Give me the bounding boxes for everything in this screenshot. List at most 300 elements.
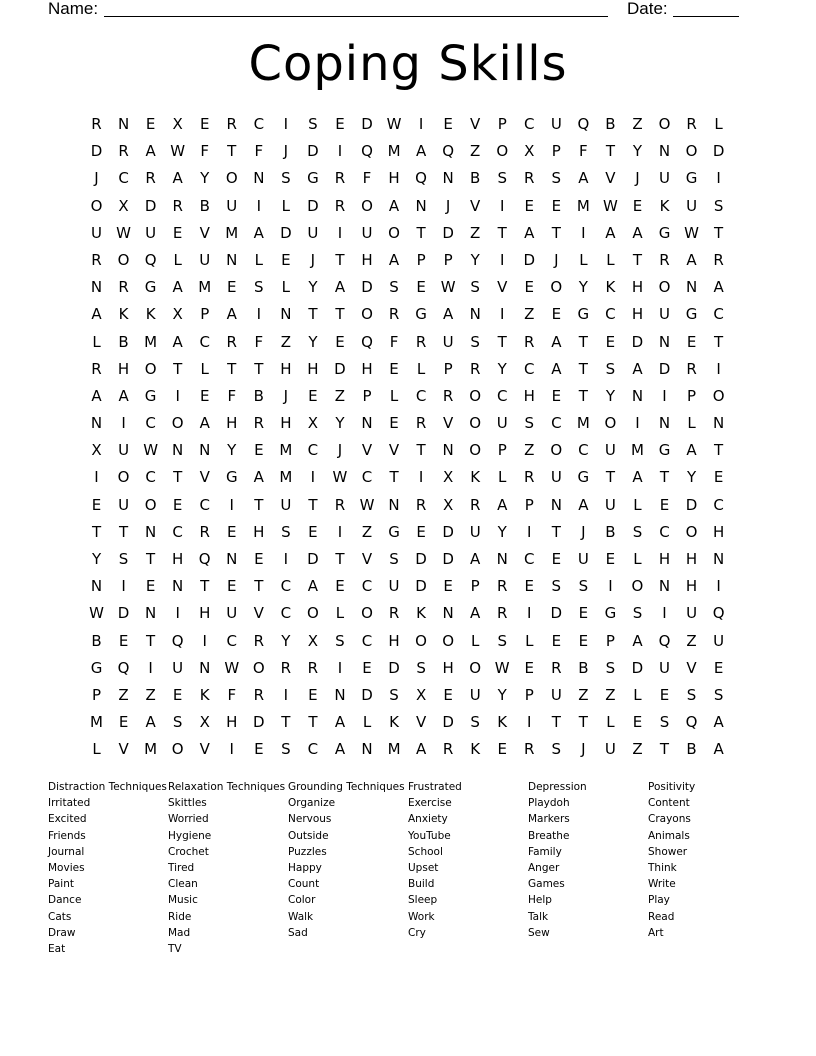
grid-letter: U	[388, 577, 400, 596]
grid-letter: H	[117, 359, 130, 378]
grid-letter: R	[524, 468, 535, 487]
grid-letter: U	[659, 658, 670, 677]
grid-letter: I	[337, 658, 343, 677]
grid-letter: Z	[524, 305, 535, 324]
grid-letter: S	[389, 685, 399, 704]
grid-letter: K	[470, 468, 481, 487]
grid-letter: K	[199, 685, 210, 704]
grid-letter: E	[605, 550, 616, 568]
grid-letter: R	[388, 305, 400, 324]
grid-letter: Y	[497, 685, 507, 704]
grid-letter: O	[604, 414, 617, 433]
grid-letter: R	[334, 169, 346, 188]
grid-letter: R	[469, 359, 481, 378]
grid-letter: O	[252, 658, 265, 677]
grid-letter: U	[659, 305, 670, 324]
grid-letter: S	[605, 359, 616, 378]
grid-letter: V	[199, 468, 210, 487]
grid-letter: L	[606, 713, 615, 732]
grid-letter: U	[442, 332, 454, 351]
grid-letter: E	[308, 522, 318, 541]
grid-letter: L	[579, 250, 588, 269]
grid-letter: Z	[470, 142, 481, 161]
grid-letter: R	[551, 658, 562, 677]
grid-letter: C	[361, 577, 373, 596]
grid-letter: R	[307, 658, 319, 677]
grid-letter: U	[226, 604, 238, 623]
grid-letter: I	[310, 468, 316, 487]
grid-letter: Q	[117, 658, 130, 677]
grid-row	[83, 220, 733, 247]
grid-letter: E	[199, 115, 210, 133]
grid-letter: S	[470, 713, 480, 732]
grid-letter: I	[283, 685, 289, 704]
word-bank-item: Mad	[168, 926, 191, 939]
grid-letter: L	[633, 495, 642, 514]
grid-letter: C	[713, 305, 724, 324]
grid-letter: E	[308, 386, 318, 405]
grid-letter: Q	[198, 550, 211, 568]
grid-letter: P	[687, 386, 697, 405]
grid-letter: I	[94, 468, 99, 487]
grid-letter: D	[658, 359, 671, 378]
grid-letter: T	[146, 631, 156, 650]
grid-letter: S	[551, 577, 562, 596]
grid-letter: T	[551, 713, 561, 732]
grid-letter: O	[469, 386, 482, 405]
grid-letter: V	[605, 169, 616, 188]
grid-letter: M	[630, 441, 644, 460]
grid-letter: C	[118, 169, 129, 188]
grid-letter: B	[253, 386, 264, 405]
grid-letter: T	[254, 359, 264, 378]
grid-letter: S	[497, 631, 507, 650]
word-bank-item: Sleep	[408, 894, 438, 907]
grid-letter: U	[550, 468, 562, 487]
grid-letter: E	[443, 577, 453, 596]
grid-letter: H	[253, 522, 265, 541]
grid-letter: X	[172, 305, 183, 324]
grid-letter: X	[199, 713, 210, 732]
grid-letter: G	[577, 468, 590, 487]
grid-letter: I	[229, 740, 234, 759]
grid-letter: V	[415, 713, 427, 732]
grid-letter: M	[90, 713, 103, 732]
grid-letter: E	[443, 115, 453, 133]
grid-letter: Z	[632, 740, 643, 759]
grid-letter: O	[361, 305, 373, 324]
grid-letter: I	[256, 305, 262, 324]
grid-letter: I	[148, 658, 153, 677]
grid-letter: T	[497, 332, 507, 351]
grid-letter: J	[554, 250, 559, 269]
grid-letter: N	[253, 169, 265, 188]
word-bank-item: Dance	[48, 894, 82, 907]
grid-letter: H	[307, 359, 319, 378]
grid-letter: W	[89, 604, 104, 623]
grid-letter: S	[281, 169, 291, 188]
grid-letter: T	[714, 223, 724, 242]
grid-letter: F	[362, 169, 372, 188]
grid-letter: T	[118, 522, 129, 541]
grid-letter: S	[118, 550, 129, 568]
grid-letter: N	[199, 441, 211, 460]
grid-letter: F	[227, 685, 237, 704]
grid-letter: C	[551, 414, 562, 433]
grid-letter: A	[415, 740, 427, 759]
word-bank-item: Hygiene	[168, 829, 212, 842]
grid-letter: C	[307, 441, 319, 460]
grid-letter: R	[253, 414, 265, 433]
grid-letter: V	[686, 658, 697, 677]
grid-letter: O	[658, 115, 671, 133]
grid-letter: N	[658, 142, 671, 161]
grid-letter: J	[581, 522, 586, 541]
grid-letter: A	[91, 386, 102, 405]
grid-letter: M	[576, 414, 590, 433]
grid-letter: N	[90, 577, 103, 596]
grid-letter: B	[686, 740, 697, 759]
word-bank-item: Outside	[288, 829, 329, 842]
grid-letter: R	[415, 332, 427, 351]
grid-letter: N	[685, 278, 698, 297]
grid-letter: I	[175, 386, 180, 405]
grid-letter: V	[361, 441, 373, 460]
grid-letter: A	[145, 142, 156, 161]
grid-letter: R	[442, 386, 454, 405]
grid-letter: R	[686, 115, 697, 133]
grid-letter: E	[145, 577, 156, 596]
word-bank-item: Puzzles	[288, 845, 327, 858]
grid-letter: F	[200, 142, 210, 161]
grid-letter: A	[91, 305, 102, 324]
grid-letter: Y	[497, 522, 507, 541]
grid-letter: K	[605, 278, 616, 297]
grid-letter: H	[226, 713, 238, 732]
grid-letter: D	[685, 495, 698, 514]
grid-letter: R	[388, 604, 400, 623]
grid-letter: N	[442, 604, 454, 623]
grid-letter: E	[551, 196, 562, 215]
grid-letter: P	[524, 685, 534, 704]
grid-letter: O	[388, 223, 400, 242]
grid-letter: T	[551, 522, 561, 541]
grid-letter: X	[307, 631, 319, 650]
grid-letter: O	[171, 740, 184, 759]
grid-letter: J	[283, 142, 289, 161]
word-bank-item: Exercise	[408, 797, 452, 810]
date-blank-line	[673, 16, 739, 17]
grid-letter: E	[227, 522, 237, 541]
grid-letter: G	[577, 305, 590, 324]
grid-letter: M	[144, 740, 158, 759]
grid-letter: H	[280, 414, 292, 433]
grid-letter: A	[172, 278, 183, 297]
grid-letter: I	[716, 577, 721, 596]
word-bank-column	[528, 779, 648, 941]
grid-letter: E	[254, 441, 264, 460]
grid-letter: H	[631, 278, 644, 297]
grid-letter: C	[172, 522, 183, 541]
grid-letter: E	[254, 740, 264, 759]
grid-letter: L	[200, 359, 209, 378]
grid-letter: Z	[578, 685, 589, 704]
grid-letter: S	[470, 332, 480, 351]
grid-letter: E	[118, 631, 129, 650]
grid-letter: W	[170, 142, 186, 161]
grid-letter: L	[92, 740, 101, 759]
grid-letter: T	[605, 468, 615, 487]
grid-letter: N	[145, 522, 157, 541]
word-bank-item: School	[408, 845, 443, 858]
grid-letter: N	[117, 115, 130, 133]
grid-letter: D	[361, 685, 373, 704]
grid-letter: E	[416, 278, 426, 297]
grid-letter: Q	[415, 169, 427, 188]
grid-letter: N	[496, 550, 508, 568]
grid-letter: U	[280, 495, 292, 514]
grid-letter: E	[389, 359, 399, 378]
grid-letter: N	[658, 332, 671, 351]
grid-letter: M	[387, 740, 401, 759]
word-bank-item: YouTube	[408, 829, 451, 842]
grid-letter: A	[632, 359, 643, 378]
grid-letter: A	[388, 250, 400, 269]
word-bank-item: Games	[528, 878, 565, 891]
grid-letter: A	[605, 223, 616, 242]
grid-letter: A	[470, 550, 481, 568]
grid-letter: I	[581, 223, 586, 242]
grid-letter: R	[524, 169, 535, 188]
grid-letter: I	[121, 414, 126, 433]
grid-letter: H	[388, 631, 400, 650]
grid-letter: X	[172, 115, 183, 133]
grid-letter: R	[118, 278, 129, 297]
grid-letter: T	[605, 142, 615, 161]
word-bank-item: Content	[648, 797, 690, 810]
grid-letter: U	[713, 631, 725, 650]
word-bank-item: Shower	[648, 845, 688, 858]
grid-letter: U	[686, 604, 698, 623]
grid-letter: O	[496, 142, 509, 161]
grid-letter: M	[387, 142, 401, 161]
grid-letter: L	[281, 278, 291, 297]
grid-letter: E	[172, 495, 183, 514]
grid-letter: U	[550, 115, 562, 133]
word-bank-item: Walk	[288, 910, 314, 923]
grid-letter: S	[632, 522, 643, 541]
grid-letter: N	[172, 441, 184, 460]
grid-letter: E	[524, 658, 535, 677]
grid-row	[83, 655, 733, 682]
grid-letter: Q	[144, 250, 157, 269]
grid-letter: N	[172, 577, 184, 596]
grid-letter: I	[283, 550, 289, 568]
grid-letter: A	[443, 305, 454, 324]
grid-letter: O	[361, 196, 373, 215]
grid-letter: E	[497, 740, 507, 759]
grid-letter: Q	[577, 115, 590, 133]
grid-letter: R	[280, 658, 292, 677]
grid-letter: Y	[200, 169, 210, 188]
grid-letter: A	[686, 250, 697, 269]
grid-letter: C	[145, 414, 156, 433]
grid-letter: S	[551, 169, 562, 188]
grid-letter: T	[578, 359, 588, 378]
grid-letter: S	[281, 740, 291, 759]
grid-row	[83, 628, 733, 655]
grid-letter: N	[226, 550, 238, 568]
grid-letter: U	[118, 495, 130, 514]
grid-letter: T	[714, 332, 724, 351]
grid-letter: T	[227, 359, 237, 378]
grid-letter: G	[685, 169, 698, 188]
grid-letter: S	[389, 550, 399, 568]
grid-letter: E	[172, 685, 183, 704]
grid-letter: Y	[605, 386, 615, 405]
word-bank-column	[48, 779, 168, 957]
grid-letter: H	[388, 169, 400, 188]
grid-letter: R	[659, 250, 670, 269]
grid-letter: I	[662, 604, 667, 623]
grid-letter: I	[527, 713, 532, 732]
word-bank-item: Markers	[528, 813, 570, 826]
word-bank-item: Read	[648, 910, 675, 923]
grid-letter: V	[253, 604, 264, 623]
grid-letter: L	[254, 250, 263, 269]
grid-row	[83, 519, 733, 546]
grid-letter: A	[226, 305, 237, 324]
grid-letter: D	[388, 658, 400, 677]
word-bank-item: Help	[528, 894, 552, 907]
grid-letter: F	[227, 386, 237, 405]
grid-letter: G	[658, 441, 671, 460]
grid-letter: H	[523, 386, 535, 405]
grid-letter: E	[362, 658, 372, 677]
word-bank-item: Anger	[528, 862, 560, 875]
grid-letter: L	[471, 631, 480, 650]
grid-letter: O	[90, 196, 103, 215]
grid-letter: U	[91, 223, 103, 242]
grid-letter: D	[307, 196, 319, 215]
grid-letter: O	[658, 278, 671, 297]
grid-row	[83, 111, 733, 138]
grid-letter: J	[283, 386, 289, 405]
grid-letter: U	[496, 414, 508, 433]
grid-letter: Y	[227, 441, 237, 460]
grid-letter: T	[146, 550, 156, 568]
grid-letter: L	[633, 685, 642, 704]
grid-letter: W	[224, 658, 240, 677]
grid-letter: O	[469, 658, 482, 677]
grid-letter: D	[361, 278, 373, 297]
grid-letter: C	[713, 495, 724, 514]
grid-letter: O	[442, 631, 455, 650]
word-bank-item: Upset	[408, 862, 439, 875]
grid-letter: L	[389, 386, 399, 405]
word-bank-item: Cry	[408, 926, 426, 939]
grid-letter: G	[685, 305, 698, 324]
grid-letter: R	[118, 142, 129, 161]
grid-letter: V	[199, 740, 210, 759]
grid-letter: R	[91, 250, 102, 269]
word-bank-item: Anxiety	[408, 813, 448, 826]
grid-letter: O	[685, 142, 698, 161]
grid-letter: P	[551, 142, 561, 161]
letter-grid	[83, 111, 733, 764]
grid-letter: O	[117, 468, 130, 487]
grid-letter: D	[712, 142, 725, 161]
word-bank-item: Build	[408, 878, 435, 891]
word-bank-item: TV	[168, 943, 182, 956]
grid-letter: I	[229, 495, 234, 514]
grid-letter: E	[254, 550, 264, 568]
grid-letter: A	[172, 332, 183, 351]
grid-letter: I	[608, 577, 613, 596]
grid-row	[83, 329, 733, 356]
grid-letter: O	[144, 359, 157, 378]
grid-letter: R	[199, 522, 210, 541]
word-bank-item: Positivity	[648, 781, 696, 793]
grid-letter: I	[202, 631, 207, 650]
grid-letter: X	[442, 468, 454, 487]
grid-letter: K	[470, 740, 481, 759]
word-bank-item: Think	[648, 862, 677, 875]
grid-letter: D	[442, 713, 454, 732]
grid-letter: E	[524, 577, 535, 596]
word-bank-column	[288, 779, 408, 941]
grid-letter: S	[713, 685, 724, 704]
grid-letter: H	[226, 414, 238, 433]
grid-letter: Q	[685, 713, 698, 732]
grid-letter: T	[578, 386, 588, 405]
grid-letter: T	[659, 468, 670, 487]
grid-letter: V	[118, 740, 129, 759]
grid-letter: G	[144, 386, 157, 405]
grid-row	[83, 193, 733, 220]
grid-letter: N	[388, 495, 400, 514]
word-bank-item: Family	[528, 845, 562, 858]
word-bank-item: Paint	[48, 878, 74, 891]
grid-letter: R	[226, 332, 237, 351]
grid-letter: T	[416, 223, 426, 242]
grid-letter: U	[469, 522, 481, 541]
grid-letter: A	[713, 713, 724, 732]
grid-letter: K	[416, 604, 426, 623]
word-bank-item: Sad	[288, 926, 308, 939]
grid-letter: B	[605, 522, 616, 541]
grid-letter: Y	[335, 414, 345, 433]
word-bank-item: Relaxation Techniques	[168, 781, 286, 793]
grid-letter: Z	[118, 685, 129, 704]
grid-letter: E	[713, 658, 724, 677]
grid-letter: U	[604, 740, 616, 759]
grid-letter: I	[716, 169, 721, 188]
grid-letter: T	[173, 359, 183, 378]
grid-letter: Q	[712, 604, 725, 623]
grid-letter: A	[578, 495, 589, 514]
word-bank-item: Nervous	[288, 813, 332, 826]
grid-letter: A	[253, 468, 264, 487]
grid-row	[83, 492, 733, 519]
grid-letter: T	[659, 740, 670, 759]
grid-letter: O	[225, 169, 238, 188]
grid-row	[83, 546, 733, 573]
grid-letter: N	[415, 196, 427, 215]
grid-letter: O	[117, 250, 130, 269]
grid-letter: R	[253, 685, 265, 704]
grid-row	[83, 464, 733, 491]
